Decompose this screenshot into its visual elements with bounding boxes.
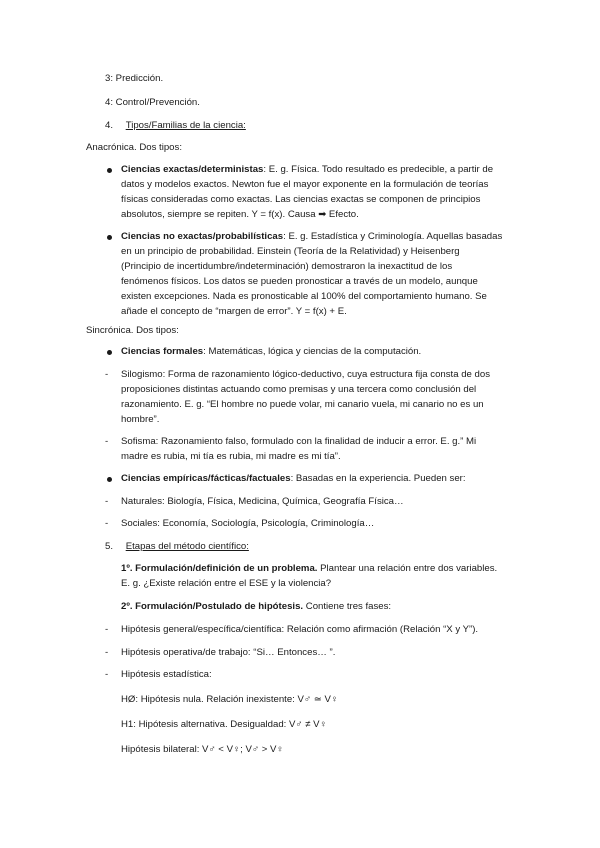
hipotesis-operativa-line: Hipótesis operativa/de trabajo: “Si… Entonces… ”. — [121, 647, 336, 658]
naturales-line: Naturales: Biología, Física, Medicina, Química, Geografía Física… — [121, 496, 404, 507]
sincronica-heading: Sincrónica. Dos tipos: — [86, 325, 179, 336]
dash-marker: - — [105, 669, 109, 680]
etapa-2-text: Contiene tres fases: — [303, 601, 392, 612]
bullet-icon — [107, 235, 112, 240]
empiricas-title: Ciencias empíricas/fácticas/factuales — [121, 473, 291, 484]
bullet-icon — [107, 168, 112, 173]
section-4-heading — [105, 118, 246, 133]
silogismo-line4: hombre”. — [121, 414, 160, 425]
section-4-number: 4. — [105, 120, 114, 131]
item-control: 4: Control/Prevención. — [105, 97, 200, 108]
etapa-1-title: 1º. Formulación/definición de un problema. — [121, 563, 318, 574]
silogismo-line2: proposiciones distintas actuando como premisas y una tercera como conclusión del — [121, 384, 477, 395]
section-5-title: Etapas del método científico: — [125, 541, 249, 552]
no-exactas-line3: (Principio de incertidumbre/indeterminación) demostraron la inexactitud de los — [121, 261, 453, 272]
no-exactas-line5: existen excepciones. Nada es pronosticable al 100% del comportamiento humano. Se — [121, 291, 487, 302]
empiricas-line — [121, 471, 466, 486]
exactas-line2: datos y modelos exactos. Newton fue el mayor exponente en la formulación de teorías — [121, 179, 489, 190]
etapa-1-text: Plantear una relación entre dos variables. — [317, 563, 498, 574]
sofisma-line2: madre es rubia, mi tía es rubia, mi madre es mi tía”. — [121, 451, 341, 462]
hipotesis-estadistica-line: Hipótesis estadística: — [121, 669, 212, 680]
empiricas-text: : Basadas en la experiencia. Pueden ser: — [290, 473, 466, 484]
silogismo-line1: Silogismo: Forma de razonamiento lógico-deductivo, cuya estructura fija consta de dos — [121, 369, 491, 380]
no-exactas-text: : E. g. Estadística y Criminología. Aquellas basadas — [283, 231, 503, 242]
formales-line — [121, 344, 421, 359]
anacronica-heading: Anacrónica. Dos tipos: — [86, 142, 182, 153]
item-prediccion: 3: Predicción. — [105, 73, 164, 84]
hipotesis-nula-line: HØ: Hipótesis nula. Relación inexistente: V♂ ≃ V♀ — [121, 694, 339, 705]
etapa-1-line2: E. g. ¿Existe relación entre el ESE y la violencia? — [121, 578, 332, 589]
hipotesis-general-line: Hipótesis general/específica/científica: Relación como afirmación (Relación “X y Y”). — [121, 624, 479, 635]
dash-marker: - — [105, 369, 109, 380]
no-exactas-title: Ciencias no exactas/probabilísticas — [121, 231, 284, 242]
formales-title: Ciencias formales — [121, 346, 204, 357]
formales-text: : Matemáticas, lógica y ciencias de la computación. — [203, 346, 422, 357]
bullet-no-exactas-line1 — [121, 229, 502, 244]
etapa-2-title: 2º. Formulación/Postulado de hipótesis. — [121, 601, 304, 612]
dash-marker: - — [105, 436, 109, 447]
bullet-exactas-line1 — [121, 162, 493, 177]
no-exactas-line6: añade el concepto de “margen de error”. Y = f(x) + E. — [121, 306, 347, 317]
hipotesis-alternativa-line: H1: Hipótesis alternativa. Desigualdad: V♂ ≠ V♀ — [121, 719, 327, 730]
section-5-heading — [105, 539, 249, 554]
hipotesis-bilateral-line: Hipótesis bilateral: V♂ < V♀; V♂ > V♀ — [121, 744, 284, 755]
exactas-line3: físicas consideradas como exactas. Las ciencias exactas se componen de principios — [121, 194, 481, 205]
dash-marker: - — [105, 647, 109, 658]
exactas-line4: absolutos, siempre se repiten. Y = f(x). Causa ➡ Efecto. — [121, 209, 359, 220]
dash-marker: - — [105, 518, 109, 529]
exactas-text: : E. g. Física. Todo resultado es predecible, a partir de — [263, 164, 494, 175]
bullet-icon — [107, 350, 112, 355]
no-exactas-line2: en un principio de probabilidad. Einstein (Teoría de la Relatividad) y Heisenberg — [121, 246, 460, 257]
silogismo-line3: razonamiento. E. g. “El hombre no puede volar, mi canario vuela, mi canario no es un — [121, 399, 484, 410]
sociales-line: Sociales: Economía, Sociología, Psicología, Criminología… — [121, 518, 375, 529]
section-5-number: 5. — [105, 541, 114, 552]
no-exactas-line4: fenómenos físicos. Los datos se pueden pronosticar a través de un modelo, aunque — [121, 276, 478, 287]
etapa-2-line — [121, 599, 391, 614]
dash-marker: - — [105, 624, 109, 635]
exactas-title: Ciencias exactas/deterministas — [121, 164, 264, 175]
dash-marker: - — [105, 496, 109, 507]
etapa-1-line1 — [121, 561, 497, 576]
sofisma-line1: Sofisma: Razonamiento falso, formulado con la finalidad de inducir a error. E. g.” Mi — [121, 436, 477, 447]
bullet-icon — [107, 477, 112, 482]
section-4-title: Tipos/Familias de la ciencia: — [125, 120, 246, 131]
